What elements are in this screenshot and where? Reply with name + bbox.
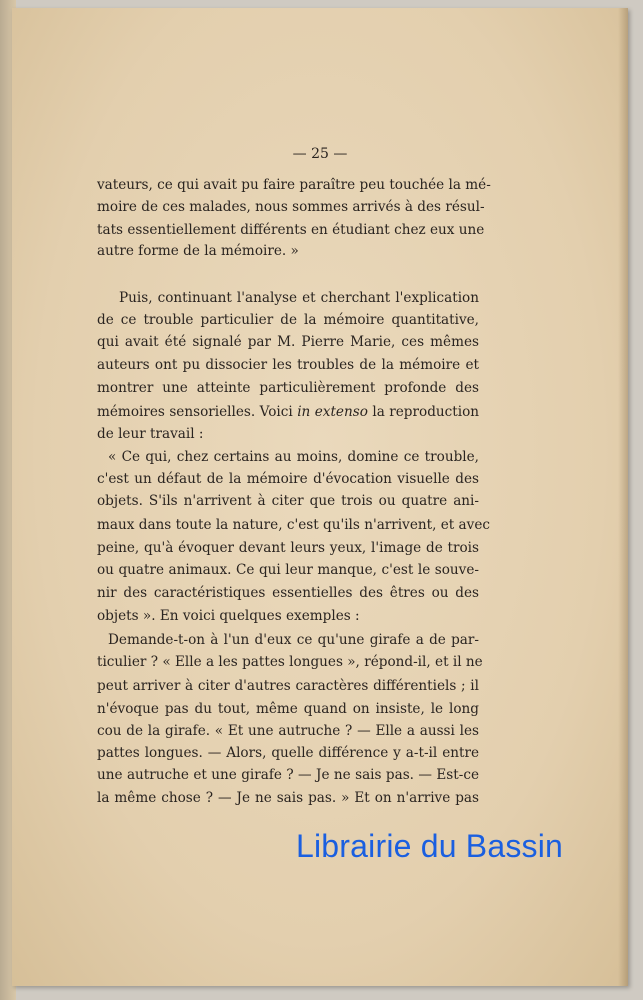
text-line: montrer une atteinte particulièrement profonde des <box>97 380 479 396</box>
text-line: de ce trouble particulier de la mémoire quantitative, <box>97 312 479 328</box>
text-line: Demande-t-on à l'un d'eux ce qu'une girafe a de par- <box>108 632 479 648</box>
text-line: pattes longues. — Alors, quelle différence y a-t-il entre <box>97 745 479 761</box>
text-line: peine, qu'à évoquer devant leurs yeux, l'image de trois <box>97 540 479 556</box>
page-number: — 25 — <box>292 146 348 162</box>
text-line: n'évoque pas du tout, même quand on insiste, le long <box>97 701 479 717</box>
italic-phrase: in extenso <box>297 404 368 420</box>
text-line: moire de ces malades, nous sommes arrivés à des résul- <box>97 199 485 215</box>
text-line: mémoires sensorielles. Voici in extenso la reproduction <box>97 404 480 420</box>
text-line: auteurs ont pu dissocier les troubles de la mémoire et <box>97 357 479 373</box>
text-line: nir des caractéristiques essentielles des êtres ou des <box>97 585 479 601</box>
text-line: de leur travail : <box>97 426 204 442</box>
text-line: une autruche et une girafe ? — Je ne sais pas. — Est-ce <box>97 767 479 783</box>
text-line: ticulier ? « Elle a les pattes longues », répond-il, et il ne <box>97 654 483 670</box>
text-line: maux dans toute la nature, c'est qu'ils n'arrivent, et avec <box>97 517 490 533</box>
watermark-text: Librairie du Bassin <box>296 828 564 864</box>
text-line: la même chose ? — Je ne sais pas. » Et on n'arrive pas <box>97 790 479 806</box>
text-line: Puis, continuant l'analyse et cherchant l'explication <box>119 290 479 306</box>
text-line: tats essentiellement différents en étudiant chez eux une <box>97 222 485 238</box>
text-line: autre forme de la mémoire. » <box>97 243 299 259</box>
text-line: peut arriver à citer d'autres caractères différentiels ; il <box>97 678 479 694</box>
text-line: c'est un défaut de la mémoire d'évocation visuelle des <box>97 471 479 487</box>
text-line: vateurs, ce qui avait pu faire paraître peu touchée la mé- <box>97 177 491 193</box>
text-line: objets ». En voici quelques exemples : <box>97 608 360 624</box>
text-line: qui avait été signalé par M. Pierre Marie, ces mêmes <box>97 334 479 350</box>
text-line: « Ce qui, chez certains au moins, domine ce trouble, <box>108 449 479 465</box>
text-line: objets. S'ils n'arrivent à citer que trois ou quatre ani- <box>97 493 479 509</box>
text-line: cou de la girafe. « Et une autruche ? — Elle a aussi les <box>97 723 479 739</box>
text-line: ou quatre animaux. Ce qui leur manque, c'est le souve- <box>97 562 479 578</box>
